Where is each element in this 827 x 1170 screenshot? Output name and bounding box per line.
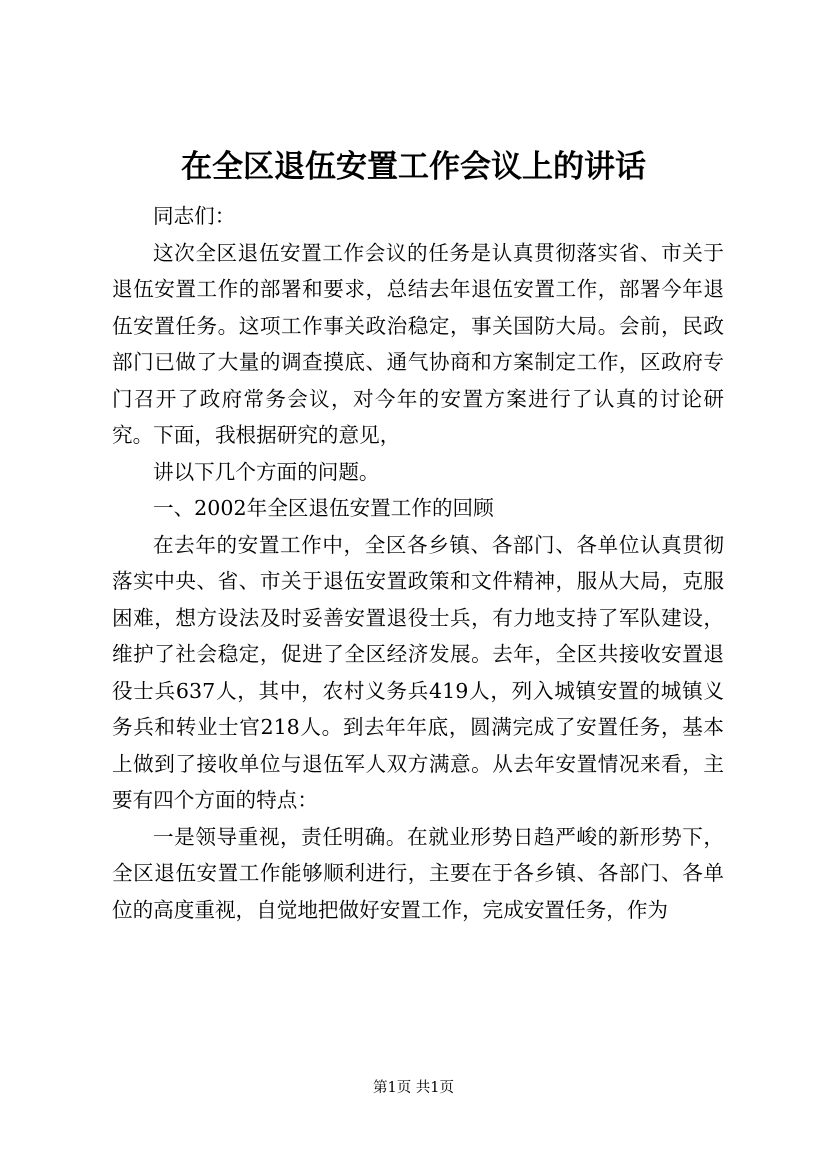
body-paragraph: 一是领导重视，责任明确。在就业形势日趋严峻的新形势下，全区退伍安置工作能够顺利进行，主要在于各乡镇、各部门、各单位的高度重视，自觉地把做好安置工作，完成安置任务，作为	[112, 824, 724, 922]
document-body	[112, 198, 724, 928]
section-heading: 一、2002年全区退伍安置工作的回顾	[153, 496, 494, 520]
page-footer: 第1页 共1页	[372, 1080, 455, 1096]
body-paragraph: 这次全区退伍安置工作会议的任务是认真贯彻落实省、市关于退伍安置工作的部署和要求，总结去年退伍安置工作，部署今年退伍安置任务。这项工作事关政治稳定，事关国防大局。会前，民政部门已做了大量的调查摸底、通气协商和方案制定工作，区政府专门召开了政府常务会议，对今年的安置方案进行了认真的讨论研究。下面，我根据研究的意见，	[112, 240, 724, 447]
page-title: 在全区退伍安置工作会议上的讲话	[181, 149, 646, 185]
body-paragraph: 在去年的安置工作中，全区各乡镇、各部门、各单位认真贯彻落实中央、省、市关于退伍安置政策和文件精神，服从大局，克服困难，想方设法及时妥善安置退役士兵，有力地支持了军队建设，维护了社会稳定，促进了全区经济发展。去年，全区共接收安置退役士兵637人，其中，农村义务兵419人，列入城镇安置的城镇义务兵和转业士官218人。到去年年底，圆满完成了安置任务，基本上做到了接收单位与退伍军人双方满意。从去年安置情况来看，主要有四个方面的特点：	[112, 532, 724, 812]
salutation-paragraph: 同志们：	[153, 204, 236, 228]
body-paragraph: 讲以下几个方面的问题。	[153, 459, 380, 484]
